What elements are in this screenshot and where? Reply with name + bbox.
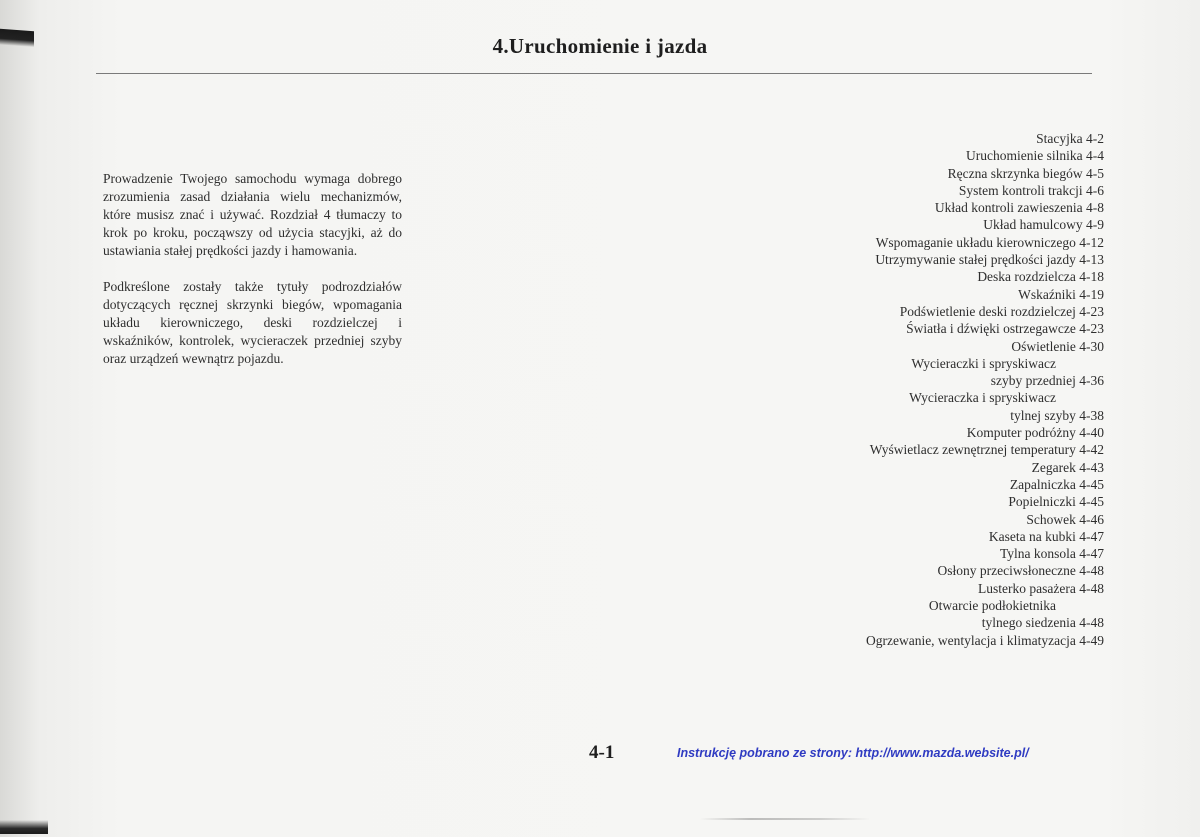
toc-entry[interactable]: Stacyjka 4-2 bbox=[1036, 131, 1104, 146]
toc-entry[interactable]: Układ hamulcowy 4-9 bbox=[983, 217, 1104, 233]
toc-entry[interactable]: Otwarcie podłokietnika bbox=[928, 598, 1056, 614]
intro-paragraph: Podkreślone zostały także tytuły podrozdziałów dotyczących ręcznej skrzynki biegów, wpomagania układu kierowniczego, deski rozdzielczej i wskaźników, kontrolek, wycieraczek przedniej szyby oraz urządzeń wewnątrz pojazdu. bbox=[103, 279, 402, 366]
toc-entry[interactable]: Osłony przeciwsłoneczne 4-48 bbox=[937, 563, 1104, 579]
toc-entry[interactable]: Kaseta na kubki 4-47 bbox=[988, 528, 1104, 544]
toc-entry[interactable]: Wycieraczki i spryskiwacz bbox=[911, 355, 1056, 371]
toc-entry[interactable]: Ręczna skrzynka biegów 4-5 bbox=[947, 165, 1104, 181]
toc-entry[interactable]: Schowek 4-46 bbox=[1026, 511, 1104, 527]
toc-entry[interactable]: Układ kontroli zawieszenia 4-8 bbox=[934, 200, 1104, 216]
toc-entry[interactable]: Utrzymywanie stałej prędkości jazdy 4-13 bbox=[875, 252, 1104, 268]
toc-entry[interactable]: Oświetlenie 4-30 bbox=[1011, 338, 1104, 354]
toc-entry[interactable]: Tylna konsola 4-47 bbox=[999, 546, 1104, 562]
toc-entry[interactable]: Wycieraczka i spryskiwacz bbox=[909, 390, 1056, 406]
toc-entry[interactable]: Komputer podróżny 4-40 bbox=[966, 425, 1104, 441]
toc-entry-continuation[interactable]: tylnego siedzenia 4-48 bbox=[981, 615, 1104, 631]
toc-entry[interactable]: Ogrzewanie, wentylacja i klimatyzacja 4-49 bbox=[865, 632, 1104, 648]
toc-entry[interactable]: Deska rozdzielcza 4-18 bbox=[977, 269, 1104, 285]
toc-entry[interactable]: Uruchomienie silnika 4-4 bbox=[966, 148, 1104, 164]
toc-entry[interactable]: Wspomaganie układu kierowniczego 4-12 bbox=[875, 234, 1104, 250]
chapter-title: 4.Uruchomienie i jazda bbox=[492, 34, 708, 58]
toc-entry[interactable]: Popielniczki 4-45 bbox=[1008, 494, 1104, 510]
toc-entry[interactable]: Wyświetlacz zewnętrznej temperatury 4-42 bbox=[869, 442, 1104, 458]
source-note-link[interactable]: Instrukcję pobrano ze strony: http://www.mazda.website.pl/ bbox=[677, 746, 1029, 760]
toc-entry[interactable]: System kontroli trakcji 4-6 bbox=[958, 182, 1104, 198]
toc-entry[interactable]: Zapalniczka 4-45 bbox=[1009, 476, 1104, 492]
intro-text bbox=[103, 170, 402, 386]
toc-entry[interactable]: Lusterko pasażera 4-48 bbox=[978, 580, 1104, 596]
scan-artifact bbox=[700, 818, 870, 820]
binding-shadow-bottom bbox=[0, 820, 48, 834]
toc-entry[interactable]: Zegarek 4-43 bbox=[1031, 459, 1104, 475]
toc-entry[interactable]: Wskaźniki 4-19 bbox=[1018, 286, 1104, 302]
toc-entry-continuation[interactable]: szyby przedniej 4-36 bbox=[990, 373, 1104, 389]
page-number: 4-1 bbox=[589, 742, 615, 763]
toc-entry[interactable]: Podświetlenie deski rozdzielczej 4-23 bbox=[899, 303, 1104, 319]
toc-entry-continuation[interactable]: tylnej szyby 4-38 bbox=[1010, 407, 1104, 423]
toc-entry[interactable]: Światła i dźwięki ostrzegawcze 4-23 bbox=[906, 321, 1104, 337]
intro-paragraph: Prowadzenie Twojego samochodu wymaga dobrego zrozumienia zasad działania wielu mechanizmów, które musisz znać i używać. Rozdział 4 tłumaczy to krok po kroku, począwszy od użycia stacyjki, aż do ustawiania stałej prędkości jazdy i hamowania. bbox=[103, 171, 402, 258]
header-divider bbox=[96, 73, 1092, 74]
table-of-contents bbox=[764, 130, 1104, 649]
